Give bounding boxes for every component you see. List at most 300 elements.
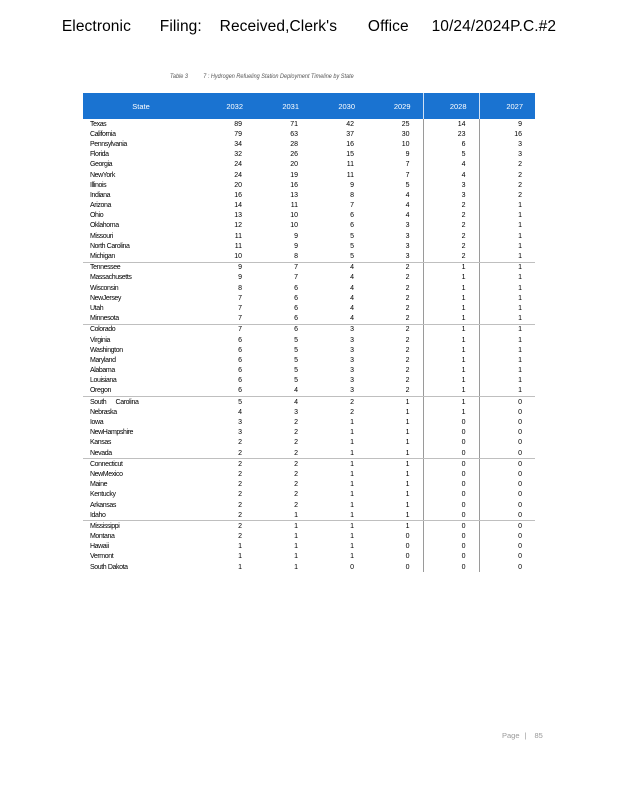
- count-cell: 1: [479, 345, 535, 355]
- count-cell: 3: [350, 326, 354, 334]
- table-header-row: [83, 93, 535, 119]
- count-cell: 3: [423, 180, 479, 190]
- count-cell: 7: [238, 294, 242, 302]
- table-row: [83, 397, 535, 408]
- table-row: [83, 386, 535, 397]
- count-cell: 20: [234, 181, 242, 189]
- count-cell: 13: [234, 212, 242, 220]
- table-row: [83, 241, 535, 251]
- count-cell: 1: [423, 283, 479, 293]
- count-cell: 5: [350, 242, 354, 250]
- count-cell: 1: [350, 491, 354, 499]
- count-cell: 1: [423, 324, 479, 335]
- state-cell: Pennsylvania: [90, 140, 127, 148]
- count-cell: 0: [479, 428, 535, 438]
- count-cell: 4: [405, 202, 410, 210]
- count-cell: 3: [350, 377, 354, 385]
- count-cell: 16: [234, 191, 242, 199]
- table-row: [83, 355, 535, 365]
- state-cell: Wisconsin: [90, 284, 119, 292]
- deployment-table-container: [83, 93, 535, 572]
- count-cell: 2: [405, 294, 410, 302]
- column-header-2028: 2028: [423, 93, 479, 119]
- table-row: [83, 532, 535, 542]
- count-cell: 1: [350, 429, 354, 437]
- count-cell: 1: [423, 303, 479, 313]
- count-cell: 0: [479, 552, 535, 562]
- table-row: [83, 324, 535, 335]
- state-cell: Georgia: [90, 161, 113, 169]
- count-cell: 3: [367, 251, 423, 262]
- count-cell: 2: [350, 408, 354, 416]
- state-cell: Missouri: [90, 232, 113, 240]
- state-cell: North Carolina: [90, 242, 130, 250]
- count-cell: 14: [234, 202, 242, 210]
- count-cell: 13: [290, 191, 298, 199]
- count-cell: 1: [423, 314, 479, 325]
- count-cell: 4: [350, 294, 354, 302]
- state-cell: Kansas: [90, 439, 111, 447]
- table-body: [83, 119, 535, 572]
- count-cell: 2: [405, 346, 410, 354]
- table-row: [83, 129, 535, 139]
- count-cell: 7: [199, 314, 255, 325]
- count-cell: 0: [423, 417, 479, 427]
- page-footer: [502, 731, 543, 740]
- count-cell: 5: [311, 251, 367, 262]
- state-cell: Ohio: [90, 212, 104, 220]
- count-cell: 0: [423, 490, 479, 500]
- page-separator: |: [524, 731, 527, 740]
- count-cell: 1: [350, 439, 354, 447]
- count-cell: 4: [311, 314, 367, 325]
- count-cell: 1: [405, 439, 410, 447]
- state-cell: Tennessee: [90, 264, 121, 272]
- count-cell: 2: [199, 510, 255, 521]
- count-cell: 1: [423, 355, 479, 365]
- count-cell: 0: [423, 480, 479, 490]
- count-cell: 11: [346, 171, 354, 179]
- table-row: [83, 139, 535, 149]
- count-cell: 1: [367, 448, 423, 459]
- count-cell: 7: [294, 274, 298, 282]
- count-cell: 1: [423, 407, 479, 417]
- count-cell: 2: [423, 241, 479, 251]
- count-cell: 1: [350, 533, 354, 541]
- count-cell: 11: [290, 202, 298, 210]
- count-cell: 0: [405, 553, 410, 561]
- count-cell: 1: [479, 251, 535, 262]
- count-cell: 0: [479, 521, 535, 532]
- count-cell: 1: [294, 533, 298, 541]
- caption-title: Hydrogen Refueling Station Deployment Timeline by State: [210, 73, 354, 80]
- count-cell: 4: [294, 398, 298, 406]
- count-cell: 1: [479, 231, 535, 241]
- count-cell: 1: [405, 491, 410, 499]
- count-cell: 4: [405, 212, 410, 220]
- count-cell: 4: [423, 170, 479, 180]
- table-row: [83, 490, 535, 500]
- page-number: 85: [534, 731, 543, 740]
- state-cell: Hawaii: [90, 543, 109, 551]
- count-cell: 4: [423, 160, 479, 170]
- table-row: [83, 335, 535, 345]
- count-cell: 3: [350, 356, 354, 364]
- count-cell: 1: [479, 283, 535, 293]
- count-cell: 6: [238, 367, 242, 375]
- count-cell: 0: [423, 532, 479, 542]
- state-cell: Maryland: [90, 356, 116, 364]
- table-row: [83, 469, 535, 479]
- count-cell: 3: [238, 429, 242, 437]
- count-cell: 0: [479, 500, 535, 510]
- count-cell: 2: [238, 501, 242, 509]
- table-row: [83, 150, 535, 160]
- table-row: [83, 283, 535, 293]
- table-row: [83, 190, 535, 200]
- count-cell: 1: [423, 293, 479, 303]
- count-cell: 6: [350, 222, 354, 230]
- count-cell: 19: [290, 171, 298, 179]
- count-cell: 24: [234, 161, 242, 169]
- count-cell: 2: [294, 429, 298, 437]
- header-part: Filing:: [159, 18, 202, 35]
- state-cell: South Carolina: [90, 398, 139, 406]
- state-cell: NewJersey: [90, 294, 122, 302]
- count-cell: 1: [367, 510, 423, 521]
- count-cell: 1: [405, 460, 410, 468]
- count-cell: 1: [479, 221, 535, 231]
- count-cell: 1: [423, 386, 479, 397]
- page-label: Page: [502, 731, 520, 740]
- count-cell: 0: [423, 459, 479, 470]
- state-cell: Louisiana: [90, 377, 117, 385]
- count-cell: 25: [401, 120, 410, 128]
- count-cell: 2: [238, 533, 242, 541]
- count-cell: 2: [238, 460, 242, 468]
- deployment-table: [83, 93, 535, 572]
- count-cell: 1: [479, 386, 535, 397]
- count-cell: 9: [350, 181, 354, 189]
- count-cell: 0: [479, 397, 535, 408]
- count-cell: 1: [479, 314, 535, 325]
- count-cell: 9: [238, 274, 242, 282]
- count-cell: 1: [479, 376, 535, 386]
- count-cell: 0: [350, 563, 354, 571]
- count-cell: 6: [294, 326, 298, 334]
- count-cell: 6: [294, 294, 298, 302]
- count-cell: 42: [346, 120, 354, 128]
- count-cell: 1: [423, 397, 479, 408]
- count-cell: 2: [479, 170, 535, 180]
- count-cell: 4: [405, 191, 410, 199]
- count-cell: 1: [479, 211, 535, 221]
- count-cell: 3: [405, 242, 410, 250]
- state-cell: Colorado: [90, 326, 116, 334]
- table-row: [83, 552, 535, 562]
- count-cell: 2: [238, 491, 242, 499]
- count-cell: 0: [479, 562, 535, 572]
- count-cell: 0: [405, 533, 410, 541]
- count-cell: 1: [423, 376, 479, 386]
- count-cell: 1: [350, 419, 354, 427]
- state-cell: Michigan: [83, 251, 199, 262]
- state-cell: Washington: [90, 346, 123, 354]
- count-cell: 1: [238, 563, 242, 571]
- state-cell: Arizona: [90, 202, 111, 210]
- table-row: [83, 542, 535, 552]
- table-row: [83, 407, 535, 417]
- state-cell: Iowa: [90, 419, 104, 427]
- count-cell: 1: [294, 522, 298, 530]
- count-cell: 2: [423, 231, 479, 241]
- count-cell: 0: [479, 438, 535, 448]
- header-part: Electronic: [61, 18, 131, 35]
- state-cell: Massachusetts: [90, 274, 132, 282]
- count-cell: 1: [423, 262, 479, 273]
- count-cell: 10: [401, 140, 410, 148]
- count-cell: 3: [350, 346, 354, 354]
- count-cell: 6: [238, 346, 242, 354]
- count-cell: 1: [238, 553, 242, 561]
- count-cell: 14: [423, 119, 479, 129]
- state-cell: Mississippi: [90, 522, 120, 530]
- count-cell: 8: [255, 251, 311, 262]
- count-cell: 1: [405, 501, 410, 509]
- count-cell: 1: [479, 324, 535, 335]
- count-cell: 2: [405, 367, 410, 375]
- count-cell: 2: [294, 419, 298, 427]
- state-cell: Montana: [90, 533, 115, 541]
- count-cell: 2: [294, 460, 298, 468]
- count-cell: 6: [294, 284, 298, 292]
- count-cell: 1: [423, 366, 479, 376]
- table-row: [83, 180, 535, 190]
- count-cell: 0: [479, 480, 535, 490]
- count-cell: 0: [479, 417, 535, 427]
- count-cell: 1: [479, 241, 535, 251]
- count-cell: 3: [479, 150, 535, 160]
- count-cell: 7: [405, 161, 410, 169]
- count-cell: 26: [290, 151, 298, 159]
- state-cell: Kentucky: [90, 491, 116, 499]
- count-cell: 1: [294, 563, 298, 571]
- state-cell: Utah: [90, 304, 104, 312]
- count-cell: 2: [405, 274, 410, 282]
- state-cell: NewMexico: [90, 470, 123, 478]
- count-cell: 2: [423, 201, 479, 211]
- table-row: [83, 160, 535, 170]
- count-cell: 16: [346, 140, 354, 148]
- state-cell: Minnesota: [83, 314, 199, 325]
- state-cell: Nevada: [83, 448, 199, 459]
- count-cell: 2: [479, 160, 535, 170]
- count-cell: 3: [350, 336, 354, 344]
- count-cell: 5: [238, 398, 242, 406]
- table-row: [83, 480, 535, 490]
- column-header-2030: 2030: [311, 93, 367, 119]
- table-row: [83, 448, 535, 459]
- count-cell: 0: [423, 542, 479, 552]
- count-cell: 0: [423, 428, 479, 438]
- count-cell: 1: [405, 481, 410, 489]
- count-cell: 0: [423, 448, 479, 459]
- count-cell: 12: [234, 222, 242, 230]
- count-cell: 2: [405, 264, 410, 272]
- table-row: [83, 376, 535, 386]
- count-cell: 0: [423, 438, 479, 448]
- count-cell: 4: [238, 408, 242, 416]
- count-cell: 7: [238, 326, 242, 334]
- header-part: Office: [367, 18, 409, 35]
- state-cell: Indiana: [90, 191, 111, 199]
- count-cell: 0: [479, 469, 535, 479]
- count-cell: 2: [294, 501, 298, 509]
- column-header-2032: 2032: [199, 93, 255, 119]
- count-cell: 3: [238, 419, 242, 427]
- count-cell: 79: [234, 130, 242, 138]
- state-cell: NewYork: [90, 171, 115, 179]
- count-cell: 10: [290, 222, 298, 230]
- count-cell: 9: [238, 264, 242, 272]
- count-cell: 2: [367, 386, 423, 397]
- state-cell: Vermont: [90, 553, 114, 561]
- count-cell: 2: [423, 251, 479, 262]
- count-cell: 1: [405, 522, 410, 530]
- count-cell: 0: [405, 563, 410, 571]
- caption-number: 7 :: [203, 73, 210, 80]
- state-cell: Nebraska: [90, 408, 117, 416]
- state-cell: Connecticut: [90, 460, 123, 468]
- count-cell: 0: [479, 490, 535, 500]
- count-cell: 23: [423, 129, 479, 139]
- table-row: [83, 201, 535, 211]
- count-cell: 16: [290, 181, 298, 189]
- count-cell: 2: [423, 221, 479, 231]
- table-row: [83, 562, 535, 572]
- count-cell: 6: [238, 377, 242, 385]
- count-cell: 3: [294, 408, 298, 416]
- count-cell: 1: [479, 355, 535, 365]
- count-cell: 3: [479, 139, 535, 149]
- state-cell: Florida: [90, 151, 109, 159]
- count-cell: 2: [367, 314, 423, 325]
- count-cell: 5: [405, 181, 410, 189]
- count-cell: 9: [405, 151, 410, 159]
- count-cell: 0: [423, 552, 479, 562]
- count-cell: 8: [350, 191, 354, 199]
- count-cell: 1: [350, 522, 354, 530]
- count-cell: 1: [479, 303, 535, 313]
- count-cell: 0: [423, 521, 479, 532]
- count-cell: 6: [238, 336, 242, 344]
- state-cell: Idaho: [83, 510, 199, 521]
- state-cell: Oklahoma: [90, 222, 119, 230]
- count-cell: 1: [405, 419, 410, 427]
- count-cell: 5: [423, 150, 479, 160]
- table-row: [83, 170, 535, 180]
- count-cell: 4: [350, 264, 354, 272]
- count-cell: 1: [350, 553, 354, 561]
- column-header-2027: 2027: [479, 93, 535, 119]
- count-cell: 3: [405, 222, 410, 230]
- count-cell: 5: [294, 346, 298, 354]
- state-cell: South Dakota: [90, 563, 128, 571]
- column-header-2031: 2031: [255, 93, 311, 119]
- count-cell: 2: [479, 180, 535, 190]
- count-cell: 2: [405, 284, 410, 292]
- count-cell: 5: [294, 336, 298, 344]
- count-cell: 0: [423, 510, 479, 521]
- count-cell: 1: [479, 366, 535, 376]
- header-part: Received,Clerk's: [219, 18, 338, 35]
- state-cell: Virginia: [90, 336, 111, 344]
- count-cell: 24: [234, 171, 242, 179]
- table-row: [83, 510, 535, 521]
- count-cell: 3: [350, 367, 354, 375]
- table-row: [83, 303, 535, 313]
- count-cell: 1: [350, 460, 354, 468]
- count-cell: 2: [238, 439, 242, 447]
- count-cell: 1: [311, 510, 367, 521]
- count-cell: 7: [350, 202, 354, 210]
- count-cell: 7: [238, 304, 242, 312]
- count-cell: 2: [294, 439, 298, 447]
- count-cell: 6: [423, 139, 479, 149]
- state-cell: California: [90, 130, 116, 138]
- table-row: [83, 314, 535, 325]
- count-cell: 2: [294, 470, 298, 478]
- count-cell: 7: [405, 171, 410, 179]
- count-cell: 5: [294, 367, 298, 375]
- count-cell: 2: [479, 190, 535, 200]
- state-cell: Maine: [90, 481, 108, 489]
- count-cell: 1: [423, 335, 479, 345]
- count-cell: 1: [311, 448, 367, 459]
- table-row: [83, 345, 535, 355]
- count-cell: 6: [294, 304, 298, 312]
- count-cell: 2: [423, 211, 479, 221]
- count-cell: 2: [255, 448, 311, 459]
- count-cell: 1: [405, 429, 410, 437]
- count-cell: 1: [294, 543, 298, 551]
- count-cell: 1: [405, 398, 410, 406]
- count-cell: 2: [199, 448, 255, 459]
- column-header-state: State: [83, 93, 199, 119]
- count-cell: 1: [405, 470, 410, 478]
- count-cell: 1: [350, 470, 354, 478]
- table-row: [83, 231, 535, 241]
- count-cell: 1: [423, 273, 479, 283]
- count-cell: 2: [405, 304, 410, 312]
- count-cell: 5: [350, 232, 354, 240]
- count-cell: 2: [238, 522, 242, 530]
- count-cell: 2: [405, 336, 410, 344]
- count-cell: 2: [405, 377, 410, 385]
- count-cell: 3: [311, 386, 367, 397]
- count-cell: 37: [346, 130, 354, 138]
- count-cell: 1: [238, 543, 242, 551]
- filing-stamp-header: [0, 18, 618, 36]
- table-row: [83, 262, 535, 273]
- count-cell: 0: [479, 542, 535, 552]
- count-cell: 0: [479, 448, 535, 459]
- table-row: [83, 119, 535, 129]
- count-cell: 2: [294, 491, 298, 499]
- count-cell: 2: [405, 356, 410, 364]
- count-cell: 1: [423, 345, 479, 355]
- table-row: [83, 211, 535, 221]
